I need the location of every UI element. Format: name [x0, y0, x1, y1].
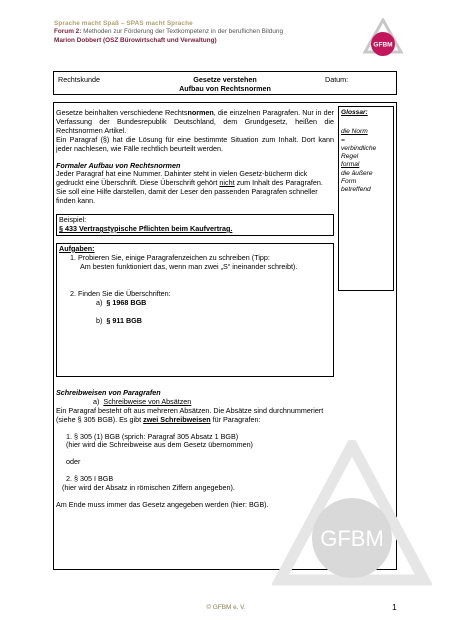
header-line-3: Marion Dobbert (OSZ Bürowirtschaft und Verwaltung) — [54, 36, 217, 44]
document-header — [54, 20, 354, 45]
forum-text: Methoden zur Förderung der Textkompetenz in der beruflichen Bildung — [81, 28, 284, 36]
title-box — [53, 71, 397, 95]
example-value: § 433 Vertragstypische Pflichten beim Kaufvertrag. — [59, 223, 233, 233]
notation-1-note: (hier wird die Schreibweise aus dem Gesetz übernommen) — [66, 440, 253, 450]
notation-2: 2. § 305 I BGB — [66, 474, 114, 484]
task-1-line: 1. Probieren Sie, einige Paragrafenzeichen zu schreiben (Tipp: — [70, 252, 270, 262]
task-2a: a) § 1968 BGB — [96, 297, 147, 307]
glossary-box — [338, 106, 394, 291]
paragraph-5: Am Ende muss immer das Gesetz angegeben werden (hier: BGB). — [56, 500, 269, 510]
header-line-2 — [54, 28, 354, 36]
glossary-line: verbindliche — [341, 144, 377, 152]
paragraph-1: Gesetze beinhalten verschiedene Rechtsnormen, die einzelnen Paragrafen. Nur in der Verfassung der Bundesrepublik Deutschland, dem Grundgesetz, heißen die Rechtsnormen Artikel. — [56, 108, 335, 135]
example-label: Beispiel: — [59, 215, 87, 225]
glossary-line: die äußere — [341, 169, 373, 177]
footer: © GFBM e. V. — [206, 604, 246, 611]
watermark-text: GFBM — [320, 526, 384, 551]
paragraph-3: Jeder Paragraf hat eine Nummer. Dahinter steht in vielen Gesetz-bücherm dick gedruckt eine Überschrift. Diese Überschrift gehört nicht zum Inhalt des Paragrafen. Sie soll eine Hilfe darstellen, damit der Leser den passenden Paragrafen schneller finden kann. — [56, 169, 323, 206]
gfbm-logo — [362, 18, 404, 66]
logo-text: GFBM — [373, 41, 393, 49]
section-heading-structure: Formaler Aufbau von Rechtsnormen — [56, 160, 181, 170]
glossary-line: betreffend — [341, 186, 371, 194]
glossary-line: die Norm — [341, 128, 368, 136]
task-2: 2. Finden Sie die Überschriften: — [70, 288, 171, 298]
main-content — [56, 109, 334, 510]
glossary-heading: Glossar: — [341, 109, 368, 116]
subject-label: Rechtskunde — [58, 75, 100, 84]
header-line-1: Sprache macht Spaß – SPAS macht Sprache — [54, 20, 193, 27]
subsection-a: a) Schreibweise von Absätzen — [93, 396, 192, 406]
task-1-line: Am besten funktioniert das, wenn man zwei „S“ ineinander schreibt). — [80, 261, 298, 271]
page-number: 1 — [392, 602, 397, 612]
task-1 — [59, 254, 331, 272]
forum-label: Forum 2: — [54, 28, 82, 36]
task-2b: b) § 911 BGB — [96, 316, 142, 326]
glossary-line: formal — [341, 161, 360, 169]
notation-1: 1. § 305 (1) BGB (sprich: Paragraf 305 Absatz 1 BGB) — [66, 431, 239, 441]
paragraph-4: Ein Paragraf besteht oft aus mehreren Absätzen. Die Absätze sind durchnummeriert (siehe § 305 BGB). Es gibt zwei Schreibweisen für Paragrafen: — [56, 405, 324, 424]
paragraph-2: Ein Paragraf (§) hat die Lösung für eine bestimmte Situation zum Inhalt. Dort kann jeder nachlesen, wie Fälle rechtlich beurteilt werden. — [56, 134, 334, 153]
page-title: Gesetze verstehen — [193, 75, 257, 84]
notation-or: oder — [66, 457, 81, 467]
notation-2-note: (hier wird der Absatz in römischen Ziffern angegeben). — [62, 483, 235, 493]
glossary-line: Regel — [341, 153, 359, 161]
glossary-line: = — [341, 136, 345, 144]
glossary-line: Form — [341, 178, 357, 186]
date-label: Datum: — [325, 75, 349, 84]
tasks-heading: Aufgaben: — [59, 243, 95, 253]
example-box — [56, 214, 334, 236]
section-heading-notation: Schreibweisen von Paragrafen — [56, 387, 161, 397]
page-subtitle: Aufbau von Rechtsnormen — [179, 84, 271, 93]
tasks-box — [56, 243, 334, 377]
